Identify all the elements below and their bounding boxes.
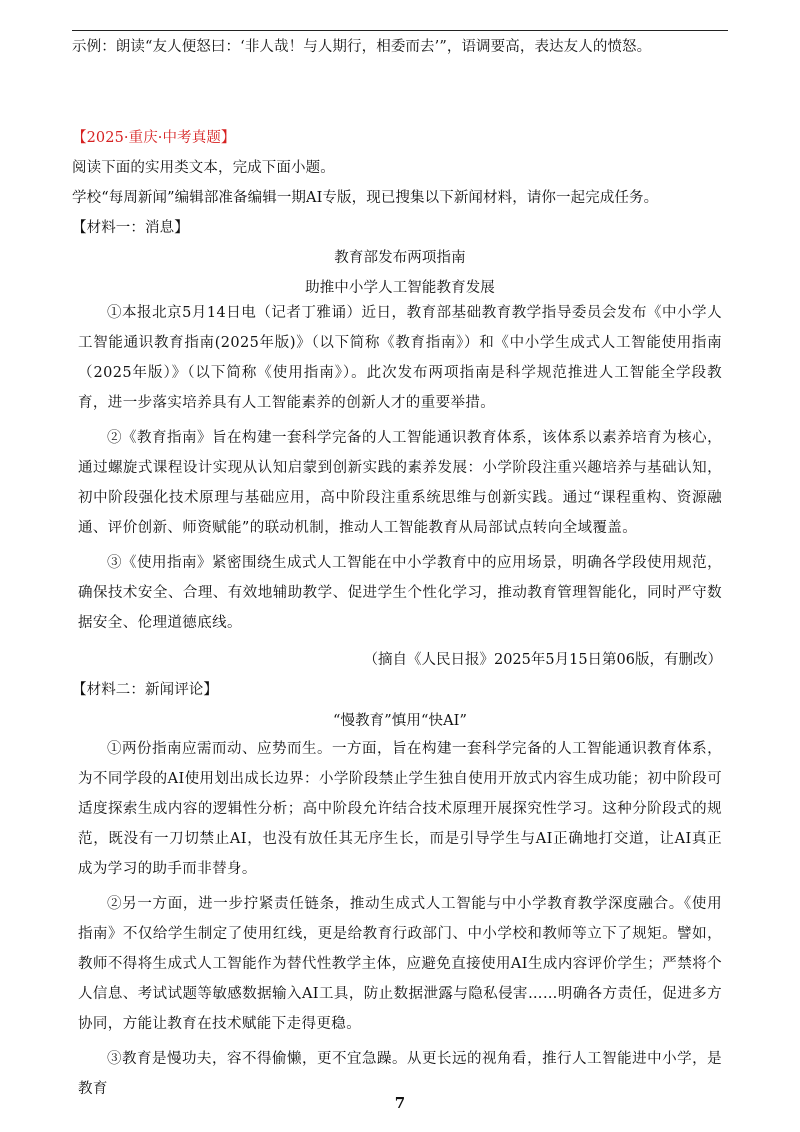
material1-paragraph-2: ②《教育指南》旨在构建一套科学完备的人工智能通识教育体系，该体系以素养培育为核心，通过螺旋式课程设计实现从认知启蒙到创新实践的素养发展：小学阶段注重兴趣培养与基础认知，初中阶段强化技术原理与基础应用，高中阶段注重系统思维与创新实践。通过“课程重构、资源融通、评价创新、师资赋能”的联动机制，推动人工智能教育从局部试点转向全域覆盖。: [78, 430, 722, 536]
page-number: 7: [394, 1094, 406, 1112]
task-intro: 学校“每周新闻”编辑部准备编辑一期AI专版，现已搜集以下新闻材料，请你一起完成任务。: [72, 190, 659, 206]
top-divider: [72, 30, 728, 31]
material1-title: 教育部发布两项指南: [334, 250, 466, 266]
material1-subtitle: 助推中小学人工智能教育发展: [305, 280, 495, 296]
material1-paragraph-3: ③《使用指南》紧密围绕生成式人工智能在中小学教育中的应用场景，明确各学段使用规范，确保技术安全、合理、有效地辅助教学、促进学生个性化学习，推动教育管理智能化，同时严守数据安全、伦理道德底线。: [78, 555, 722, 631]
material2-label: 【材料二：新闻评论】: [72, 682, 218, 698]
example-line: 示例：朗读“友人便怒曰：‘非人哉！与人期行，相委而去’”，语调要高，表达友人的愤怒。: [72, 39, 652, 55]
material1-paragraph-1: ①本报北京5月14日电（记者丁雅诵）近日，教育部基础教育教学指导委员会发布《中小学人工智能通识教育指南(2025年版)》（以下简称《教育指南》）和《中小学生成式人工智能使用指南（2025年版）》（以下简称《使用指南》）。此次发布两项指南是科学规范推进人工智能全学段教育，进一步落实培养具有人工智能素养的创新人才的重要举措。: [78, 305, 722, 411]
material2-title: “慢教育”慎用“快AI”: [332, 713, 468, 729]
material2-paragraph-2: ②另一方面，进一步拧紧责任链条，推动生成式人工智能与中小学教育教学深度融合。《使用指南》不仅给学生制定了使用红线，更是给教育行政部门、中小学校和教师等立下了规矩。譬如，教师不得将生成式人工智能作为替代性教学主体，应避免直接使用AI生成内容评价学生；严禁将个人信息、考试试题等敏感数据输入AI工具，防止数据泄露与隐私侵害……明确各方责任，促进多方协同，方能让教育在技术赋能下走得更稳。: [78, 896, 722, 1032]
exam-tag: 【2025·重庆·中考真题】: [72, 130, 236, 146]
material1-source: （摘自《人民日报》2025年5月15日第06版，有删改）: [363, 652, 722, 668]
material1-label: 【材料一：消息】: [72, 220, 189, 236]
material2-paragraph-3: ③教育是慢功夫，容不得偷懒，更不宜急躁。从更长远的视角看，推行人工智能进中小学，是教育: [78, 1051, 722, 1097]
material2-paragraph-1: ①两份指南应需而动、应势而生。一方面，旨在构建一套科学完备的人工智能通识教育体系，为不同学段的AI使用划出成长边界：小学阶段禁止学生独自使用开放式内容生成功能；初中阶段可适度探索生成内容的逻辑性分析；高中阶段允许结合技术原理开展探究性学习。这种分阶段式的规范，既没有一刀切禁止AI，也没有放任其无序生长，而是引导学生与AI正确地打交道，让AI真正成为学习的助手而非替身。: [78, 741, 722, 877]
instruction-text: 阅读下面的实用类文本，完成下面小题。: [72, 160, 335, 176]
